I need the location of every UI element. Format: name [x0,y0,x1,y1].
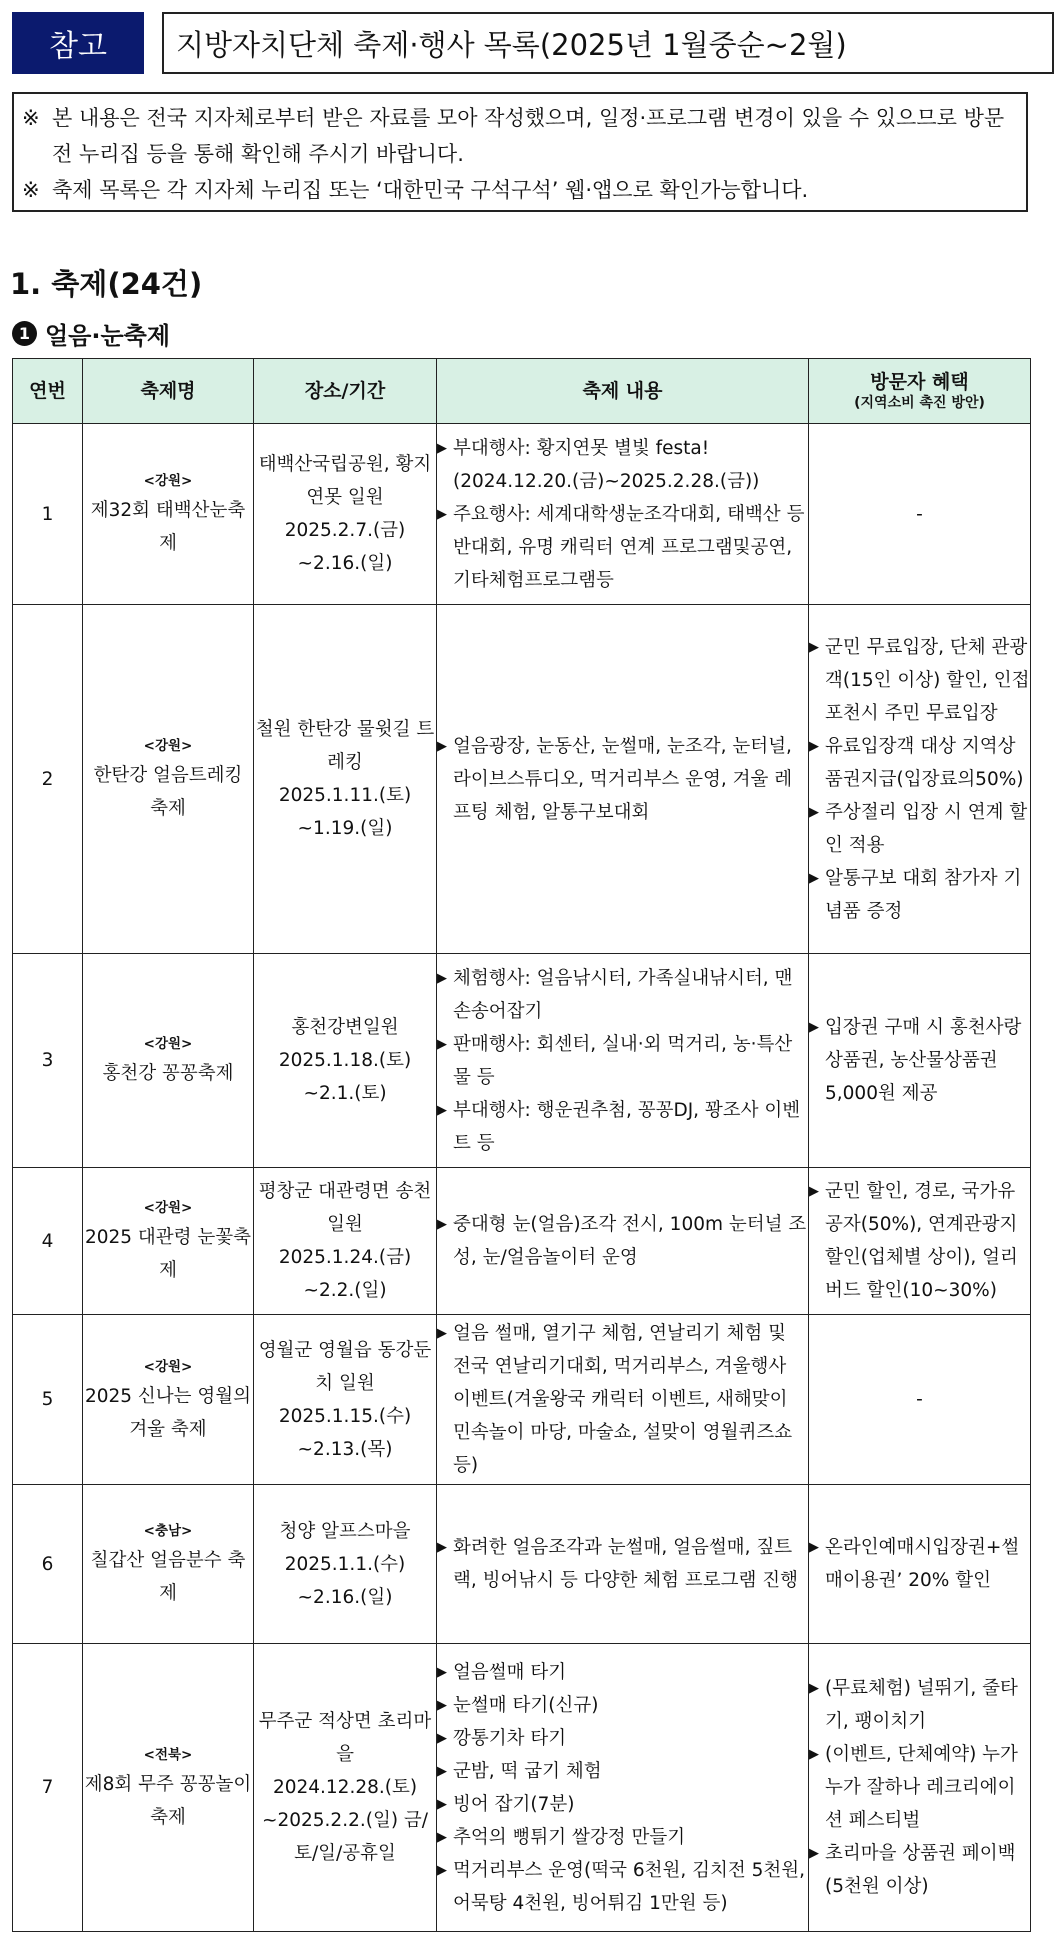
notice-item [22,100,1018,172]
triangle-bullet-icon: ▶ [437,1036,447,1052]
empty-value: - [916,503,923,525]
reference-badge: 참고 [12,12,144,74]
bullet-text: (무료체험) 널뛰기, 줄타기, 팽이치기 [825,1678,1018,1732]
visitor-benefit-cell [809,1485,1031,1644]
place-period-cell [254,1315,437,1485]
bullet-item [809,631,1030,730]
bullet-item [437,1821,808,1854]
bullet-item [437,432,808,498]
table-header-row [13,359,1031,424]
festival-period: 2025.1.18.(토) ~2.1.(토) [278,1050,412,1104]
bullet-item [809,1837,1030,1903]
festival-place: 청양 알프스마을 [279,1520,411,1542]
triangle-bullet-icon: ▶ [437,1862,447,1878]
triangle-bullet-icon: ▶ [437,1102,447,1118]
bullet-text: 깡통기차 타기 [453,1727,567,1749]
triangle-bullet-icon: ▶ [809,1747,819,1762]
bullet-item [809,1175,1030,1307]
bullet-text: 부대행사: 행운권추첨, 꽁꽁DJ, 꽝조사 이벤트 등 [453,1099,801,1154]
triangle-bullet-icon: ▶ [809,1681,819,1696]
bullet-text: 주상절리 입장 시 연계 할인 적용 [825,801,1028,856]
festival-name: 한탄강 얼음트레킹 축제 [93,765,243,819]
triangle-bullet-icon: ▶ [809,1846,819,1861]
bullet-text: 눈썰매 타기(신규) [453,1694,599,1716]
triangle-bullet-icon: ▶ [809,1020,819,1035]
bullet-item [809,796,1030,862]
notice-box [12,92,1028,212]
festival-content-cell [437,1168,809,1315]
table-row [13,424,1031,605]
triangle-bullet-icon: ▶ [437,1540,447,1555]
table-row [13,954,1031,1168]
place-period-cell [254,1485,437,1644]
bullet-text: (이벤트, 단체예약) 누가 누가 잘하나 레크리에이션 페스티벌 [825,1744,1018,1831]
festival-name: 칠갑산 얼음분수 축제 [90,1550,246,1604]
festival-name-cell [83,1168,254,1315]
region-label: <전북> [143,1746,193,1763]
triangle-bullet-icon: ▶ [809,1184,819,1199]
bullet-text: 추억의 뻥튀기 쌀강정 만들기 [453,1826,686,1848]
header-benefit-label: 방문자 혜택 [870,371,969,393]
section-title: 1. 축제(24건) [10,267,203,301]
festival-name: 2025 신나는 영월의 겨울 축제 [84,1385,252,1440]
festival-name: 제32회 태백산눈축제 [90,500,246,554]
triangle-bullet-icon: ▶ [437,1829,447,1845]
triangle-bullet-icon: ▶ [437,1730,447,1746]
bullet-item [437,1094,808,1160]
bullet-text: 유료입장객 대상 지역상품권지급(입장료의50%) [825,735,1024,790]
header-benefit-sub: (지역소비 촉진 방안) [854,395,985,411]
header-no: 연번 [13,359,83,424]
bullet-text: 입장권 구매 시 홍천사랑상품권, 농산물상품권 5,000원 제공 [825,1017,1022,1104]
festival-content-cell [437,424,809,605]
header-benefit [809,359,1031,424]
bullet-item [437,730,808,829]
reference-mark-icon: ※ [22,106,40,130]
place-period-cell [254,1168,437,1315]
bullet-item [809,1531,1030,1597]
triangle-bullet-icon: ▶ [809,870,819,886]
festival-name: 2025 대관령 눈꽃축제 [84,1227,252,1281]
festival-name-cell [83,605,254,954]
bullet-text: 얼음광장, 눈동산, 눈썰매, 눈조각, 눈터널, 라이브스튜디오, 먹거리부스 운영, 겨울 레프팅 체험, 알통구보대회 [453,735,793,823]
header-name: 축제명 [83,359,254,424]
page-header [12,12,1042,74]
visitor-benefit-cell [809,1644,1031,1932]
bullet-text: 알통구보 대회 참가자 기념품 증정 [825,867,1022,922]
circled-number-icon: 1 [12,321,37,346]
festival-name-cell [83,954,254,1168]
bullet-text: 화려한 얼음조각과 눈썰매, 얼음썰매, 짚트랙, 빙어낚시 등 다양한 체험 프로그램 진행 [453,1537,798,1591]
bullet-text: 온라인예매시입장권+썰매이용권’ 20% 할인 [825,1537,1020,1591]
bullet-text: 군민 할인, 경로, 국가유공자(50%), 연계관광지 할인(업체별 상이), 얼리버드 할인(10~30%) [825,1181,1018,1301]
page-title: 지방자치단체 축제·행사 목록(2025년 1월중순~2월) [162,12,1054,74]
row-number: 2 [13,605,83,954]
bullet-item [809,1011,1030,1110]
bullet-item [809,1672,1030,1738]
festival-name-cell [83,1644,254,1932]
visitor-benefit-cell [809,1315,1031,1485]
bullet-text: 먹거리부스 운영(떡국 6천원, 김치전 5천원, 어묵탕 4천원, 빙어튀김 1만원 등) [453,1859,805,1914]
bullet-item [437,1028,808,1094]
row-number: 6 [13,1485,83,1644]
festival-period: 2025.1.11.(토) ~1.19.(일) [278,785,412,839]
region-label: <강원> [143,1036,193,1052]
bullet-text: 얼음썰매 타기 [453,1661,567,1683]
festival-period: 2025.2.7.(금) ~2.16.(일) [284,520,406,574]
festival-place: 영월군 영월읍 동강둔치 일원 [258,1339,432,1394]
header-content: 축제 내용 [437,359,809,424]
reference-mark-icon: ※ [22,178,40,202]
bullet-text: 중대형 눈(얼음)조각 전시, 100m 눈터널 조성, 눈/얼음놀이터 운영 [453,1214,807,1268]
triangle-bullet-icon: ▶ [437,738,447,754]
row-number: 5 [13,1315,83,1485]
triangle-bullet-icon: ▶ [437,970,447,986]
bullet-item [437,1755,808,1788]
bullet-item [809,862,1030,928]
bullet-text: 주요행사: 세계대학생눈조각대회, 태백산 등반대회, 유명 캐릭터 연계 프로그램및공연,기타체험프로그램등 [453,503,805,591]
triangle-bullet-icon: ▶ [437,440,447,456]
bullet-item [437,1531,808,1597]
bullet-item [437,498,808,597]
triangle-bullet-icon: ▶ [809,804,819,820]
visitor-benefit-cell [809,954,1031,1168]
bullet-text: 부대행사: 황지연못 별빛 festa! (2024.12.20.(금)~2025.2.28.(금)) [453,437,760,492]
table-row [13,1485,1031,1644]
row-number: 1 [13,424,83,605]
festival-place: 평창군 대관령면 송천 일원 [258,1181,432,1235]
visitor-benefit-cell [809,605,1031,954]
triangle-bullet-icon: ▶ [437,1796,447,1812]
notice-text: 본 내용은 전국 지자체로부터 받은 자료를 모아 작성했으며, 일정·프로그램 변경이 있을 수 있으므로 방문 전 누리집 등을 통해 확인해 주시기 바랍니다. [52,106,1005,166]
triangle-bullet-icon: ▶ [809,1540,819,1555]
festival-period: 2024.12.28.(토) ~2025.2.2.(일) 금/토/일/공휴일 [261,1777,429,1864]
triangle-bullet-icon: ▶ [437,1217,447,1232]
subsection-title [12,316,170,351]
visitor-benefit-cell [809,1168,1031,1315]
subsection-label: 얼음·눈축제 [45,322,171,350]
festival-period: 2025.1.24.(금) ~2.2.(일) [278,1247,412,1301]
triangle-bullet-icon: ▶ [437,1664,447,1680]
row-number: 7 [13,1644,83,1932]
festival-name-cell [83,1485,254,1644]
bullet-item [437,1788,808,1821]
triangle-bullet-icon: ▶ [809,738,819,754]
triangle-bullet-icon: ▶ [437,506,447,522]
bullet-text: 빙어 잡기(7분) [453,1793,575,1815]
header-place: 장소/기간 [254,359,437,424]
festival-place: 홍천강변일원 [291,1017,399,1038]
notice-text: 축제 목록은 각 지자체 누리집 또는 ‘대한민국 구석구석’ 웹·앱으로 확인가능합니다. [52,178,809,202]
bullet-text: 체험행사: 얼음낚시터, 가족실내낚시터, 맨손송어잡기 [453,967,793,1022]
triangle-bullet-icon: ▶ [437,1697,447,1713]
place-period-cell [254,954,437,1168]
festival-place: 철원 한탄강 물윗길 트레킹 [255,719,435,773]
festival-name-cell [83,424,254,605]
festival-period: 2025.1.1.(수) ~2.16.(일) [284,1553,406,1608]
region-label: <강원> [143,1200,193,1216]
row-number: 4 [13,1168,83,1315]
bullet-item [437,1722,808,1755]
table-row [13,1168,1031,1315]
region-label: <강원> [143,1358,193,1375]
region-label: <강원> [143,738,193,754]
table-row [13,605,1031,954]
bullet-text: 초리마을 상품권 페이백(5천원 이상) [825,1843,1016,1897]
festival-table [12,358,1031,1932]
bullet-item [809,1738,1030,1837]
region-label: <충남> [143,1523,193,1539]
bullet-item [437,962,808,1028]
bullet-item [437,1317,808,1482]
place-period-cell [254,1644,437,1932]
bullet-text: 군민 무료입장, 단체 관광객(15인 이상) 할인, 인접 포천시 주민 무료입장 [825,636,1030,724]
festival-name: 홍천강 꽁꽁축제 [102,1063,234,1084]
visitor-benefit-cell [809,424,1031,605]
triangle-bullet-icon: ▶ [437,1763,447,1779]
festival-period: 2025.1.15.(수) ~2.13.(목) [278,1405,412,1460]
festival-content-cell [437,1315,809,1485]
place-period-cell [254,605,437,954]
region-label: <강원> [143,473,193,489]
bullet-text: 군밤, 떡 굽기 체험 [453,1760,602,1782]
bullet-item [437,1208,808,1274]
festival-place: 무주군 적상면 초리마을 [258,1711,432,1765]
festival-place: 태백산국립공원, 황지연못 일원 [258,454,432,508]
bullet-item [809,730,1030,796]
bullet-item [437,1689,808,1722]
triangle-bullet-icon: ▶ [437,1326,447,1341]
bullet-text: 얼음 썰매, 열기구 체험, 연날리기 체험 및 전국 연날리기대회, 먹거리부스, 겨울행사 이벤트(겨울왕국 캐릭터 이벤트, 새해맞이 민속놀이 마당, 마술쇼, 설맞이 영월퀴즈쇼 등) [453,1323,793,1476]
festival-name-cell [83,1315,254,1485]
table-row [13,1644,1031,1932]
place-period-cell [254,424,437,605]
table-row [13,1315,1031,1485]
row-number: 3 [13,954,83,1168]
bullet-item [437,1854,808,1920]
notice-item [22,172,1018,208]
bullet-item [437,1656,808,1689]
triangle-bullet-icon: ▶ [809,639,819,655]
festival-content-cell [437,1485,809,1644]
festival-content-cell [437,605,809,954]
empty-value: - [916,1389,923,1410]
festival-name: 제8회 무주 꽁꽁놀이 축제 [84,1773,252,1828]
festival-content-cell [437,954,809,1168]
festival-content-cell [437,1644,809,1932]
bullet-text: 판매행사: 회센터, 실내·외 먹거리, 농·특산물 등 [453,1033,793,1088]
